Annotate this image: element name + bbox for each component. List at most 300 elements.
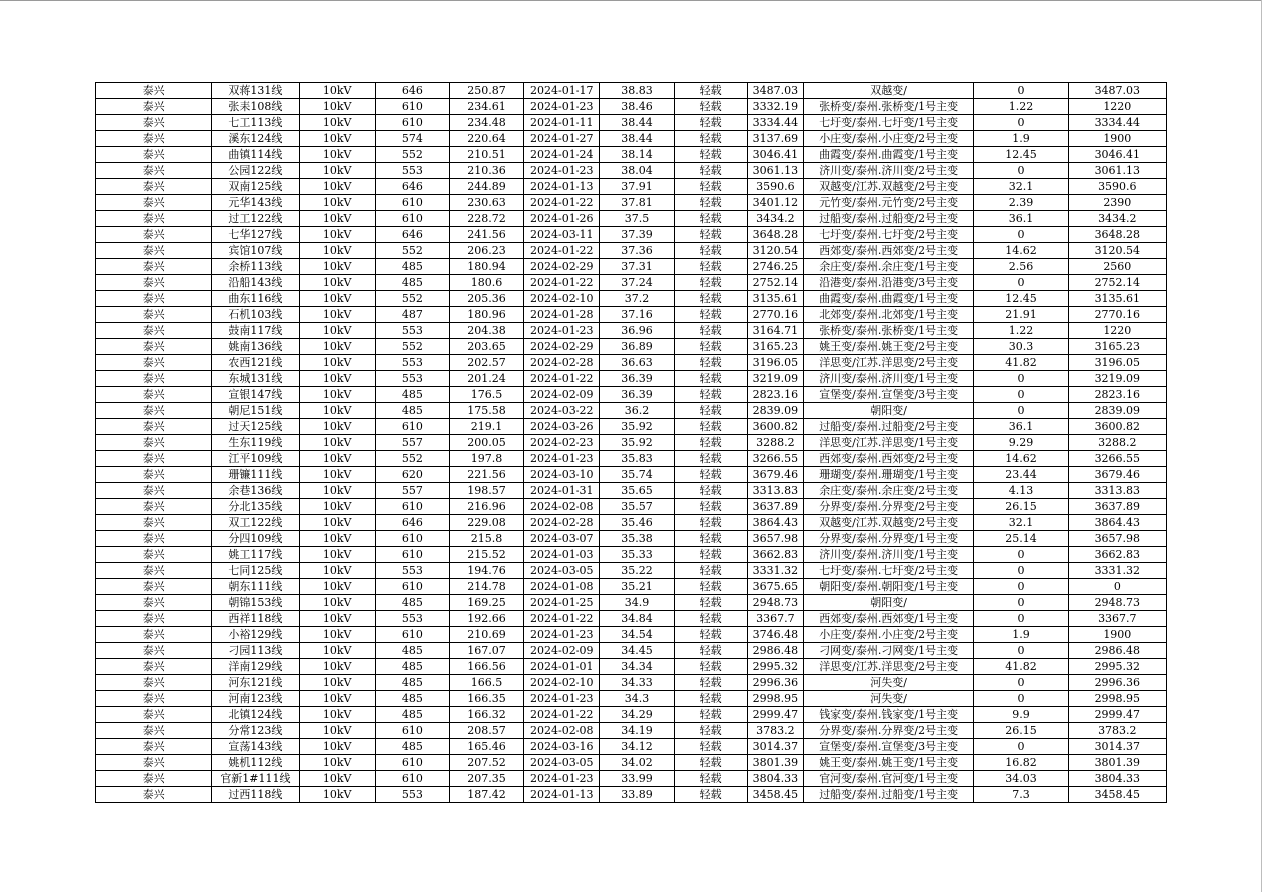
cell-line-name: 洋南129线: [212, 659, 299, 675]
cell-available-capacity: 2390: [1068, 195, 1166, 211]
cell-load-rate: 34.84: [600, 611, 674, 627]
cell-load-rate: 37.24: [600, 275, 674, 291]
cell-date: 2024-02-10: [524, 291, 600, 307]
cell-voltage: 10kV: [299, 675, 375, 691]
cell-region: 泰兴: [96, 275, 212, 291]
cell-available-capacity: 3165.23: [1068, 339, 1166, 355]
cell-line-name: 刁园113线: [212, 643, 299, 659]
cell-load-status: 轻载: [674, 323, 747, 339]
cell-rated-power: 2986.48: [747, 643, 803, 659]
cell-line-name: 双工122线: [212, 515, 299, 531]
cell-available-capacity: 3046.41: [1068, 147, 1166, 163]
cell-transformer-load: 36.1: [974, 211, 1068, 227]
cell-line-name: 生东119线: [212, 435, 299, 451]
cell-line-name: 余桥113线: [212, 259, 299, 275]
cell-line-name: 曲东116线: [212, 291, 299, 307]
cell-max-current: 166.5: [449, 675, 523, 691]
cell-line-name: 官新1#111线: [212, 771, 299, 787]
cell-rated-power: 2999.47: [747, 707, 803, 723]
table-row: [96, 755, 1167, 771]
cell-date: 2024-02-09: [524, 643, 600, 659]
cell-voltage: 10kV: [299, 163, 375, 179]
cell-transformer-load: 41.82: [974, 355, 1068, 371]
cell-load-status: 轻载: [674, 419, 747, 435]
cell-rated-power: 3637.89: [747, 499, 803, 515]
table-row: [96, 163, 1167, 179]
cell-rated-capacity: 557: [375, 435, 449, 451]
cell-line-name: 河东121线: [212, 675, 299, 691]
cell-substation: 官河变/泰州.官河变/1号主变: [803, 771, 973, 787]
cell-available-capacity: 3458.45: [1068, 787, 1166, 803]
cell-load-rate: 35.74: [600, 467, 674, 483]
cell-available-capacity: 2948.73: [1068, 595, 1166, 611]
cell-transformer-load: 0: [974, 611, 1068, 627]
cell-date: 2024-01-26: [524, 211, 600, 227]
cell-max-current: 167.07: [449, 643, 523, 659]
cell-voltage: 10kV: [299, 419, 375, 435]
cell-max-current: 166.35: [449, 691, 523, 707]
cell-load-rate: 36.89: [600, 339, 674, 355]
cell-load-status: 轻载: [674, 307, 747, 323]
cell-load-rate: 33.89: [600, 787, 674, 803]
cell-load-status: 轻载: [674, 163, 747, 179]
cell-rated-capacity: 646: [375, 515, 449, 531]
cell-available-capacity: 2560: [1068, 259, 1166, 275]
cell-rated-power: 3487.03: [747, 83, 803, 99]
cell-line-name: 双蒋131线: [212, 83, 299, 99]
cell-line-name: 元华143线: [212, 195, 299, 211]
cell-substation: 七圩变/泰州.七圩变/2号主变: [803, 227, 973, 243]
cell-available-capacity: 3662.83: [1068, 547, 1166, 563]
cell-line-name: 过工122线: [212, 211, 299, 227]
cell-transformer-load: 7.3: [974, 787, 1068, 803]
cell-region: 泰兴: [96, 323, 212, 339]
table-row: [96, 771, 1167, 787]
cell-substation: 双越变/江苏.双越变/2号主变: [803, 179, 973, 195]
cell-load-status: 轻载: [674, 211, 747, 227]
cell-region: 泰兴: [96, 211, 212, 227]
cell-rated-capacity: 485: [375, 259, 449, 275]
table-row: [96, 419, 1167, 435]
cell-voltage: 10kV: [299, 515, 375, 531]
cell-max-current: 210.69: [449, 627, 523, 643]
cell-rated-power: 3135.61: [747, 291, 803, 307]
cell-available-capacity: 2986.48: [1068, 643, 1166, 659]
cell-max-current: 216.96: [449, 499, 523, 515]
cell-load-status: 轻载: [674, 707, 747, 723]
cell-load-status: 轻载: [674, 611, 747, 627]
cell-line-name: 小裕129线: [212, 627, 299, 643]
cell-max-current: 200.05: [449, 435, 523, 451]
cell-rated-capacity: 485: [375, 403, 449, 419]
cell-line-name: 东城131线: [212, 371, 299, 387]
cell-load-status: 轻载: [674, 227, 747, 243]
cell-line-name: 鼓南117线: [212, 323, 299, 339]
cell-region: 泰兴: [96, 579, 212, 595]
cell-region: 泰兴: [96, 131, 212, 147]
cell-region: 泰兴: [96, 179, 212, 195]
cell-load-status: 轻载: [674, 755, 747, 771]
cell-rated-capacity: 485: [375, 739, 449, 755]
cell-region: 泰兴: [96, 691, 212, 707]
cell-load-rate: 34.19: [600, 723, 674, 739]
cell-load-status: 轻载: [674, 515, 747, 531]
cell-transformer-load: 1.9: [974, 627, 1068, 643]
cell-rated-capacity: 485: [375, 691, 449, 707]
cell-line-name: 溪东124线: [212, 131, 299, 147]
cell-rated-capacity: 553: [375, 323, 449, 339]
cell-load-rate: 34.33: [600, 675, 674, 691]
cell-region: 泰兴: [96, 163, 212, 179]
cell-substation: 朝阳变/: [803, 403, 973, 419]
cell-region: 泰兴: [96, 595, 212, 611]
cell-date: 2024-01-23: [524, 771, 600, 787]
cell-load-status: 轻载: [674, 371, 747, 387]
cell-rated-capacity: 553: [375, 163, 449, 179]
cell-rated-capacity: 557: [375, 483, 449, 499]
cell-rated-power: 2823.16: [747, 387, 803, 403]
cell-substation: 朝阳变/: [803, 595, 973, 611]
cell-line-name: 河南123线: [212, 691, 299, 707]
cell-date: 2024-01-01: [524, 659, 600, 675]
cell-line-name: 珊镰111线: [212, 467, 299, 483]
cell-transformer-load: 9.9: [974, 707, 1068, 723]
cell-load-rate: 33.99: [600, 771, 674, 787]
cell-transformer-load: 0: [974, 547, 1068, 563]
cell-available-capacity: 2770.16: [1068, 307, 1166, 323]
cell-substation: 宣堡变/泰州.宣堡变/3号主变: [803, 739, 973, 755]
cell-region: 泰兴: [96, 355, 212, 371]
table-row: [96, 467, 1167, 483]
cell-available-capacity: 3600.82: [1068, 419, 1166, 435]
cell-date: 2024-01-23: [524, 99, 600, 115]
cell-region: 泰兴: [96, 259, 212, 275]
cell-load-status: 轻载: [674, 355, 747, 371]
cell-rated-power: 3804.33: [747, 771, 803, 787]
cell-load-rate: 37.16: [600, 307, 674, 323]
cell-max-current: 244.89: [449, 179, 523, 195]
cell-region: 泰兴: [96, 435, 212, 451]
table-row: [96, 131, 1167, 147]
cell-transformer-load: 0: [974, 643, 1068, 659]
cell-available-capacity: 1900: [1068, 131, 1166, 147]
cell-available-capacity: 3120.54: [1068, 243, 1166, 259]
cell-line-name: 双南125线: [212, 179, 299, 195]
table-row: [96, 83, 1167, 99]
cell-rated-power: 3137.69: [747, 131, 803, 147]
cell-rated-power: 2998.95: [747, 691, 803, 707]
cell-available-capacity: 3801.39: [1068, 755, 1166, 771]
cell-rated-capacity: 553: [375, 563, 449, 579]
table-row: [96, 307, 1167, 323]
cell-available-capacity: 3288.2: [1068, 435, 1166, 451]
cell-load-rate: 37.5: [600, 211, 674, 227]
cell-date: 2024-01-23: [524, 163, 600, 179]
cell-rated-power: 2752.14: [747, 275, 803, 291]
cell-voltage: 10kV: [299, 547, 375, 563]
cell-load-status: 轻载: [674, 115, 747, 131]
table-row: [96, 595, 1167, 611]
cell-rated-capacity: 485: [375, 595, 449, 611]
cell-load-rate: 34.9: [600, 595, 674, 611]
cell-transformer-load: 9.29: [974, 435, 1068, 451]
cell-rated-capacity: 610: [375, 499, 449, 515]
cell-rated-power: 3679.46: [747, 467, 803, 483]
table-row: [96, 707, 1167, 723]
cell-load-rate: 37.2: [600, 291, 674, 307]
cell-substation: 洋思变/江苏.洋思变/1号主变: [803, 435, 973, 451]
cell-transformer-load: 36.1: [974, 419, 1068, 435]
cell-rated-power: 3288.2: [747, 435, 803, 451]
cell-rated-capacity: 552: [375, 243, 449, 259]
cell-rated-capacity: 553: [375, 371, 449, 387]
cell-available-capacity: 3266.55: [1068, 451, 1166, 467]
cell-transformer-load: 0: [974, 371, 1068, 387]
cell-transformer-load: 0: [974, 563, 1068, 579]
cell-region: 泰兴: [96, 499, 212, 515]
cell-rated-power: 3313.83: [747, 483, 803, 499]
table-row: [96, 547, 1167, 563]
cell-substation: 河失变/: [803, 691, 973, 707]
cell-load-rate: 36.39: [600, 387, 674, 403]
cell-transformer-load: 1.9: [974, 131, 1068, 147]
cell-rated-capacity: 610: [375, 419, 449, 435]
cell-rated-capacity: 610: [375, 627, 449, 643]
cell-date: 2024-01-24: [524, 147, 600, 163]
cell-line-name: 公园122线: [212, 163, 299, 179]
cell-load-status: 轻载: [674, 723, 747, 739]
cell-max-current: 234.48: [449, 115, 523, 131]
cell-max-current: 230.63: [449, 195, 523, 211]
cell-voltage: 10kV: [299, 115, 375, 131]
cell-date: 2024-02-23: [524, 435, 600, 451]
cell-max-current: 215.8: [449, 531, 523, 547]
table-row: [96, 339, 1167, 355]
cell-max-current: 214.78: [449, 579, 523, 595]
cell-substation: 河失变/: [803, 675, 973, 691]
cell-voltage: 10kV: [299, 131, 375, 147]
cell-rated-power: 3046.41: [747, 147, 803, 163]
table-row: [96, 483, 1167, 499]
cell-region: 泰兴: [96, 339, 212, 355]
cell-voltage: 10kV: [299, 435, 375, 451]
cell-voltage: 10kV: [299, 371, 375, 387]
cell-region: 泰兴: [96, 291, 212, 307]
cell-max-current: 228.72: [449, 211, 523, 227]
table-row: [96, 563, 1167, 579]
cell-substation: 钱家变/泰州.钱家变/1号主变: [803, 707, 973, 723]
table-row: [96, 723, 1167, 739]
cell-available-capacity: 1220: [1068, 99, 1166, 115]
cell-load-status: 轻载: [674, 499, 747, 515]
cell-load-rate: 38.44: [600, 131, 674, 147]
cell-rated-power: 3266.55: [747, 451, 803, 467]
cell-substation: 分界变/泰州.分界变/1号主变: [803, 531, 973, 547]
cell-available-capacity: 2995.32: [1068, 659, 1166, 675]
cell-voltage: 10kV: [299, 275, 375, 291]
cell-region: 泰兴: [96, 547, 212, 563]
cell-date: 2024-01-11: [524, 115, 600, 131]
cell-load-rate: 35.22: [600, 563, 674, 579]
cell-transformer-load: 30.3: [974, 339, 1068, 355]
cell-load-rate: 34.12: [600, 739, 674, 755]
cell-rated-capacity: 610: [375, 99, 449, 115]
cell-line-name: 分北135线: [212, 499, 299, 515]
cell-region: 泰兴: [96, 531, 212, 547]
cell-max-current: 166.32: [449, 707, 523, 723]
cell-transformer-load: 26.15: [974, 723, 1068, 739]
cell-rated-power: 3334.44: [747, 115, 803, 131]
cell-available-capacity: 3679.46: [1068, 467, 1166, 483]
cell-substation: 朝阳变/泰州.朝阳变/1号主变: [803, 579, 973, 595]
cell-load-status: 轻载: [674, 435, 747, 451]
cell-load-rate: 38.14: [600, 147, 674, 163]
cell-transformer-load: 0: [974, 83, 1068, 99]
cell-line-name: 姚南136线: [212, 339, 299, 355]
cell-date: 2024-01-22: [524, 611, 600, 627]
cell-load-rate: 37.39: [600, 227, 674, 243]
table-row: [96, 323, 1167, 339]
cell-rated-power: 3662.83: [747, 547, 803, 563]
cell-rated-capacity: 552: [375, 147, 449, 163]
cell-rated-capacity: 552: [375, 451, 449, 467]
cell-max-current: 165.46: [449, 739, 523, 755]
cell-load-status: 轻载: [674, 691, 747, 707]
cell-available-capacity: 0: [1068, 579, 1166, 595]
page-border-top: [0, 0, 1262, 1]
cell-transformer-load: 0: [974, 163, 1068, 179]
cell-region: 泰兴: [96, 227, 212, 243]
cell-load-status: 轻载: [674, 451, 747, 467]
cell-rated-power: 3165.23: [747, 339, 803, 355]
cell-region: 泰兴: [96, 675, 212, 691]
cell-load-rate: 34.29: [600, 707, 674, 723]
cell-rated-power: 3164.71: [747, 323, 803, 339]
cell-rated-capacity: 610: [375, 115, 449, 131]
cell-rated-power: 3590.6: [747, 179, 803, 195]
cell-available-capacity: 3367.7: [1068, 611, 1166, 627]
cell-date: 2024-01-28: [524, 307, 600, 323]
cell-load-rate: 34.3: [600, 691, 674, 707]
cell-max-current: 229.08: [449, 515, 523, 531]
cell-available-capacity: 3804.33: [1068, 771, 1166, 787]
cell-rated-power: 2948.73: [747, 595, 803, 611]
cell-substation: 七圩变/泰州.七圩变/1号主变: [803, 115, 973, 131]
cell-rated-capacity: 553: [375, 787, 449, 803]
table-row: [96, 579, 1167, 595]
cell-voltage: 10kV: [299, 627, 375, 643]
cell-date: 2024-01-22: [524, 275, 600, 291]
cell-load-status: 轻载: [674, 83, 747, 99]
cell-rated-power: 3061.13: [747, 163, 803, 179]
cell-rated-power: 3746.48: [747, 627, 803, 643]
cell-available-capacity: 3334.44: [1068, 115, 1166, 131]
cell-available-capacity: 3648.28: [1068, 227, 1166, 243]
cell-substation: 小庄变/泰州.小庄变/2号主变: [803, 627, 973, 643]
cell-date: 2024-01-08: [524, 579, 600, 595]
cell-load-rate: 38.46: [600, 99, 674, 115]
cell-available-capacity: 3313.83: [1068, 483, 1166, 499]
cell-voltage: 10kV: [299, 467, 375, 483]
cell-substation: 余庄变/泰州.余庄变/1号主变: [803, 259, 973, 275]
cell-region: 泰兴: [96, 611, 212, 627]
table-row: [96, 195, 1167, 211]
cell-transformer-load: 21.91: [974, 307, 1068, 323]
cell-line-name: 七华127线: [212, 227, 299, 243]
cell-voltage: 10kV: [299, 451, 375, 467]
cell-max-current: 207.52: [449, 755, 523, 771]
table-row: [96, 675, 1167, 691]
table-row: [96, 387, 1167, 403]
cell-date: 2024-01-25: [524, 595, 600, 611]
cell-line-name: 农西121线: [212, 355, 299, 371]
cell-voltage: 10kV: [299, 323, 375, 339]
cell-region: 泰兴: [96, 755, 212, 771]
cell-date: 2024-01-22: [524, 371, 600, 387]
table-row: [96, 403, 1167, 419]
cell-rated-capacity: 485: [375, 275, 449, 291]
cell-load-status: 轻载: [674, 787, 747, 803]
cell-rated-power: 3801.39: [747, 755, 803, 771]
cell-load-status: 轻载: [674, 563, 747, 579]
cell-substation: 七圩变/泰州.七圩变/2号主变: [803, 563, 973, 579]
cell-region: 泰兴: [96, 195, 212, 211]
cell-line-name: 分四109线: [212, 531, 299, 547]
cell-rated-power: 3219.09: [747, 371, 803, 387]
cell-transformer-load: 0: [974, 115, 1068, 131]
cell-available-capacity: 3135.61: [1068, 291, 1166, 307]
cell-region: 泰兴: [96, 515, 212, 531]
cell-available-capacity: 3657.98: [1068, 531, 1166, 547]
cell-transformer-load: 0: [974, 227, 1068, 243]
cell-load-status: 轻载: [674, 547, 747, 563]
cell-load-status: 轻载: [674, 595, 747, 611]
cell-date: 2024-02-28: [524, 515, 600, 531]
table-row: [96, 787, 1167, 803]
cell-load-status: 轻载: [674, 403, 747, 419]
cell-available-capacity: 2823.16: [1068, 387, 1166, 403]
cell-substation: 余庄变/泰州.余庄变/2号主变: [803, 483, 973, 499]
cell-load-rate: 34.02: [600, 755, 674, 771]
cell-load-rate: 36.2: [600, 403, 674, 419]
cell-rated-power: 3196.05: [747, 355, 803, 371]
cell-transformer-load: 41.82: [974, 659, 1068, 675]
cell-load-status: 轻载: [674, 643, 747, 659]
cell-rated-capacity: 610: [375, 211, 449, 227]
cell-date: 2024-03-22: [524, 403, 600, 419]
cell-voltage: 10kV: [299, 291, 375, 307]
cell-available-capacity: 2999.47: [1068, 707, 1166, 723]
cell-available-capacity: 1900: [1068, 627, 1166, 643]
cell-substation: 分界变/泰州.分界变/2号主变: [803, 499, 973, 515]
cell-date: 2024-02-29: [524, 339, 600, 355]
cell-date: 2024-03-26: [524, 419, 600, 435]
cell-voltage: 10kV: [299, 259, 375, 275]
cell-max-current: 206.23: [449, 243, 523, 259]
cell-transformer-load: 32.1: [974, 179, 1068, 195]
cell-region: 泰兴: [96, 643, 212, 659]
cell-available-capacity: 2996.36: [1068, 675, 1166, 691]
cell-transformer-load: 0: [974, 739, 1068, 755]
table-row: [96, 659, 1167, 675]
cell-available-capacity: 3637.89: [1068, 499, 1166, 515]
cell-load-rate: 35.38: [600, 531, 674, 547]
cell-load-rate: 37.81: [600, 195, 674, 211]
table-row: [96, 739, 1167, 755]
cell-date: 2024-03-07: [524, 531, 600, 547]
cell-load-rate: 34.45: [600, 643, 674, 659]
cell-transformer-load: 0: [974, 675, 1068, 691]
